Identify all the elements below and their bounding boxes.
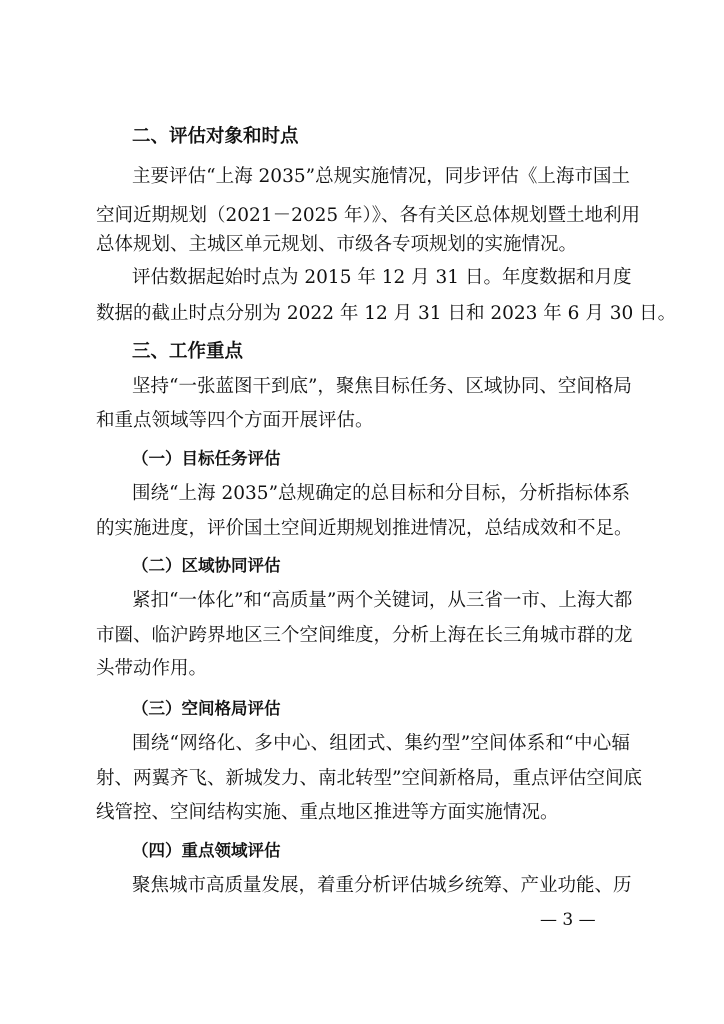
subsection-2-line-2: 市圈、临沪跨界地区三个空间维度，分析上海在长三角城市群的龙 — [96, 625, 633, 646]
subsection-3-heading: （三）空间格局评估 — [132, 699, 281, 718]
subsection-2-heading: （二）区域协同评估 — [132, 556, 281, 575]
subsection-4-line-1: 聚焦城市高质量发展，着重分析评估城乡统筹、产业功能、历 — [132, 875, 632, 896]
section-3-intro-line-2: 和重点领域等四个方面开展评估。 — [96, 410, 374, 431]
section-2-heading: 二、评估对象和时点 — [132, 126, 299, 147]
section-3-intro-line-1: 坚持“一张蓝图干到底”，聚焦目标任务、区域协同、空间格局 — [132, 376, 632, 397]
subsection-1-line-2: 的实施进度，评价国土空间近期规划推进情况，总结成效和不足。 — [96, 518, 633, 539]
section-2-p1-line-3: 总体规划、主城区单元规划、市级各专项规划的实施情况。 — [96, 234, 578, 255]
section-2-p1-line-1: 主要评估“上海 2035”总规实施情况，同步评估《上海市国土 — [132, 166, 630, 187]
subsection-1-line-1: 围绕“上海 2035”总规确定的总目标和分目标，分析指标体系 — [132, 483, 630, 504]
subsection-3-line-2: 射、两翼齐飞、新城发力、南北转型”空间新格局，重点评估空间底 — [96, 768, 642, 789]
section-2-p2-line-2: 数据的截止时点分别为 2022 年 12 月 31 日和 2023 年 6 月 30 日。 — [96, 303, 677, 324]
subsection-4-heading: （四）重点领域评估 — [132, 841, 281, 860]
subsection-1-heading: （一）目标任务评估 — [132, 449, 281, 468]
subsection-2-line-1: 紧扣“一体化”和“高质量”两个关键词，从三省一市、上海大都 — [132, 590, 633, 611]
subsection-3-line-3: 线管控、空间结构实施、重点地区推进等方面实施情况。 — [96, 802, 559, 823]
subsection-2-line-3: 头带动作用。 — [96, 658, 208, 679]
section-2-p2-line-1: 评估数据起始时点为 2015 年 12 月 31 日。年度数据和月度 — [132, 267, 632, 288]
section-2-p1-line-2: 空间近期规划（2021－2025 年）》、各有关区总体规划暨土地利用 — [96, 205, 641, 226]
subsection-3-line-1: 围绕“网络化、多中心、组团式、集约型”空间体系和“中心辐 — [132, 733, 630, 754]
page-number: — 3 — — [540, 910, 596, 930]
section-3-heading: 三、工作重点 — [132, 341, 244, 362]
